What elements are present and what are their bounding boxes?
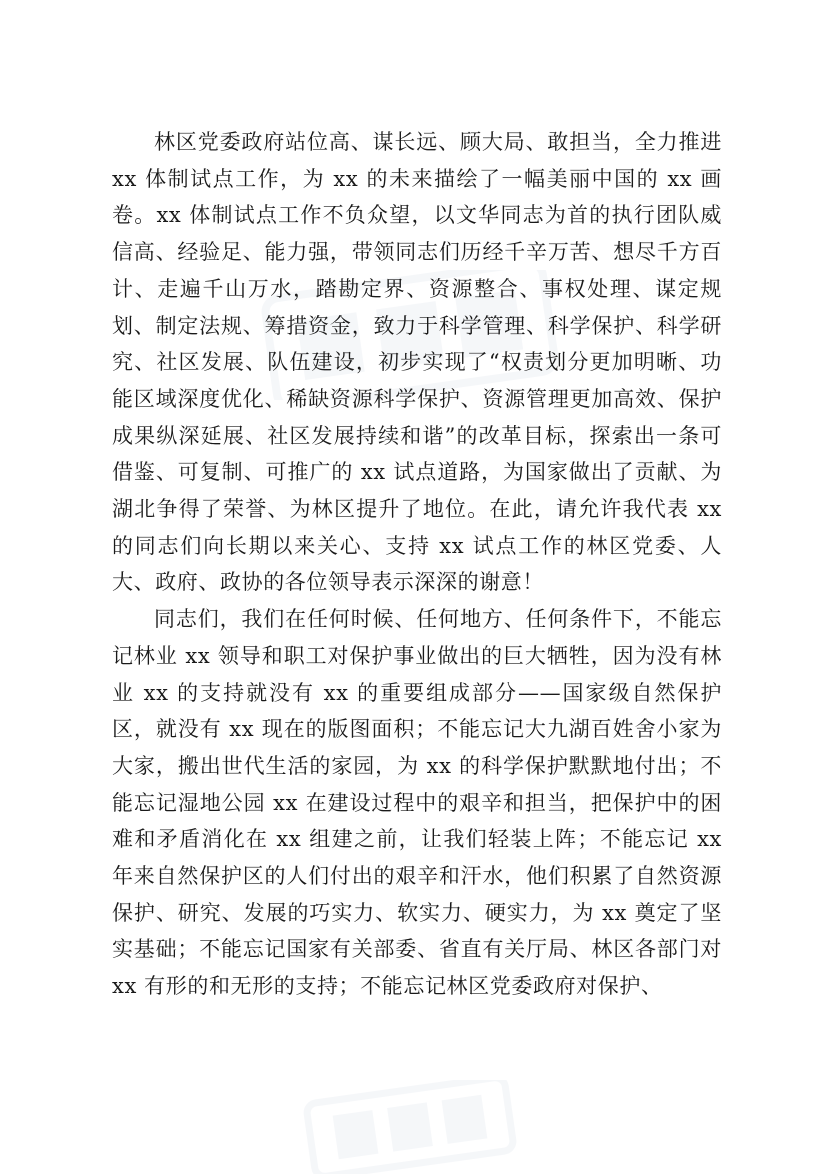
paragraph-1: 林区党委政府站位高、谋长远、顾大局、敢担当，全力推进 xx 体制试点工作，为 xx 的未来描绘了一幅美丽中国的 xx 画卷。xx 体制试点工作不负众望，以文华同志为首的执行团队威信高、经验足、能力强，带领同志们历经千辛万苦、想尽千方百计、走遍千山万水，踏勘定界、资源整合、事权处理、谋定规划、制定法规、筹措资金，致力于科学管理、科学保护、科学研究、社区发展、队伍建设，初步实现了“权责划分更加明晰、功能区域深度优化、稀缺资源科学保护、资源管理更加高效、保护成果纵深延展、社区发展持续和谐”的改革目标，探索出一条可借鉴、可复制、可推广的 xx 试点道路，为国家做出了贡献、为湖北争得了荣誉、为林区提升了地位。在此，请允许我代表 xx 的同志们向长期以来关心、支持 xx 试点工作的林区党委、人大、政府、政协的各位领导表示深深的谢意！ — [112, 130, 722, 595]
watermark-logo-bottom-icon — [300, 1080, 520, 1174]
document-body — [112, 124, 722, 1005]
paragraph-2: 同志们，我们在任何时候、任何地方、任何条件下，不能忘记林业 xx 领导和职工对保护事业做出的巨大牺牲，因为没有林业 xx 的支持就没有 xx 的重要组成部分——国家级自然保护区，就没有 xx 现在的版图面积；不能忘记大九湖百姓舍小家为大家，搬出世代生活的家园，为 xx 的科学保护默默地付出；不能忘记湿地公园 xx 在建设过程中的艰辛和担当，把保护中的困难和矛盾消化在 xx 组建之前，让我们轻装上阵；不能忘记 xx 年来自然保护区的人们付出的艰辛和汗水，他们积累了自然资源保护、研究、发展的巧实力、软实力、硬实力，为 xx 奠定了坚实基础；不能忘记国家有关部委、省直有关厅局、林区各部门对 xx 有形的和无形的支持；不能忘记林区党委政府对保护、 — [112, 607, 722, 999]
